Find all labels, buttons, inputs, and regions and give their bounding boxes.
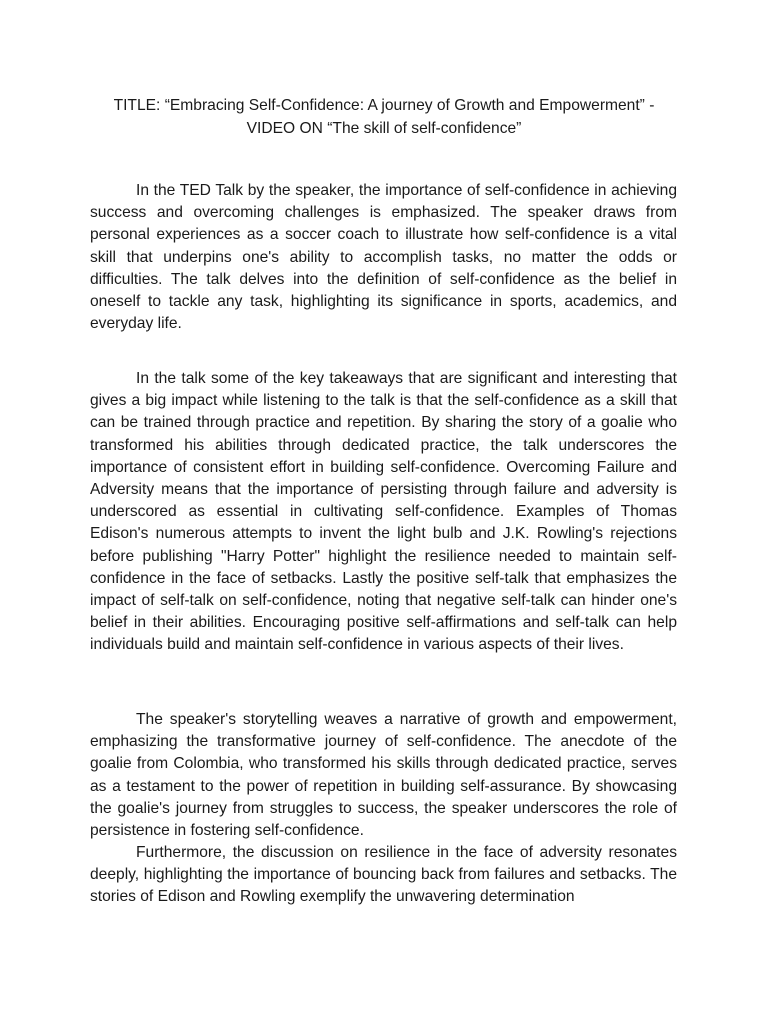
title-line-1: TITLE: “Embracing Self-Confidence: A journey of Growth and Empowerment” - (113, 97, 655, 114)
title-line-2: VIDEO ON “The skill of self-confidence” (246, 120, 522, 137)
paragraph-2: In the talk some of the key takeaways that are significant and interesting that gives a big impact while listening to the talk is that the self-confidence as a skill that can be trained through practice and repetition. By sharing the story of a goalie who transformed his abilities through dedicated practice, the talk underscores the importance of consistent effort in building self-confidence. Overcoming Failure and Adversity means that the importance of persisting through failure and adversity is underscored as essential in cultivating self-confidence. Examples of Thomas Edison's numerous attempts to invent the light bulb and J.K. Rowling's rejections before publishing "Harry Potter" highlight the resilience needed to maintain self-confidence in the face of setbacks. Lastly the positive self-talk that emphasizes the impact of self-talk on self-confidence, noting that negative self-talk can hinder one's belief in their abilities. Encouraging positive self-affirmations and self-talk can help individuals build and maintain self-confidence in various aspects of their lives. (90, 370, 677, 654)
paragraph-1: In the TED Talk by the speaker, the importance of self-confidence in achieving success and overcoming challenges is emphasized. The speaker draws from personal experiences as a soccer coach to illustrate how self-confidence is a vital skill that underpins one's ability to accomplish tasks, no matter the odds or difficulties. The talk delves into the definition of self-confidence as the belief in oneself to tackle any task, highlighting its significance in sports, academics, and everyday life. (90, 182, 677, 333)
document-title (90, 94, 678, 140)
paragraph-4: Furthermore, the discussion on resilience in the face of adversity resonates deeply, highlighting the importance of bouncing back from failures and setbacks. The stories of Edison and Rowling exemplify the unwavering determination (90, 844, 677, 906)
paragraph-3: The speaker's storytelling weaves a narrative of growth and empowerment, emphasizing the transformative journey of self-confidence. The anecdote of the goalie from Colombia, who transformed his skills through dedicated practice, serves as a testament to the power of repetition in building self-assurance. By showcasing the goalie's journey from struggles to success, the speaker underscores the role of persistence in fostering self-confidence. (90, 711, 677, 840)
